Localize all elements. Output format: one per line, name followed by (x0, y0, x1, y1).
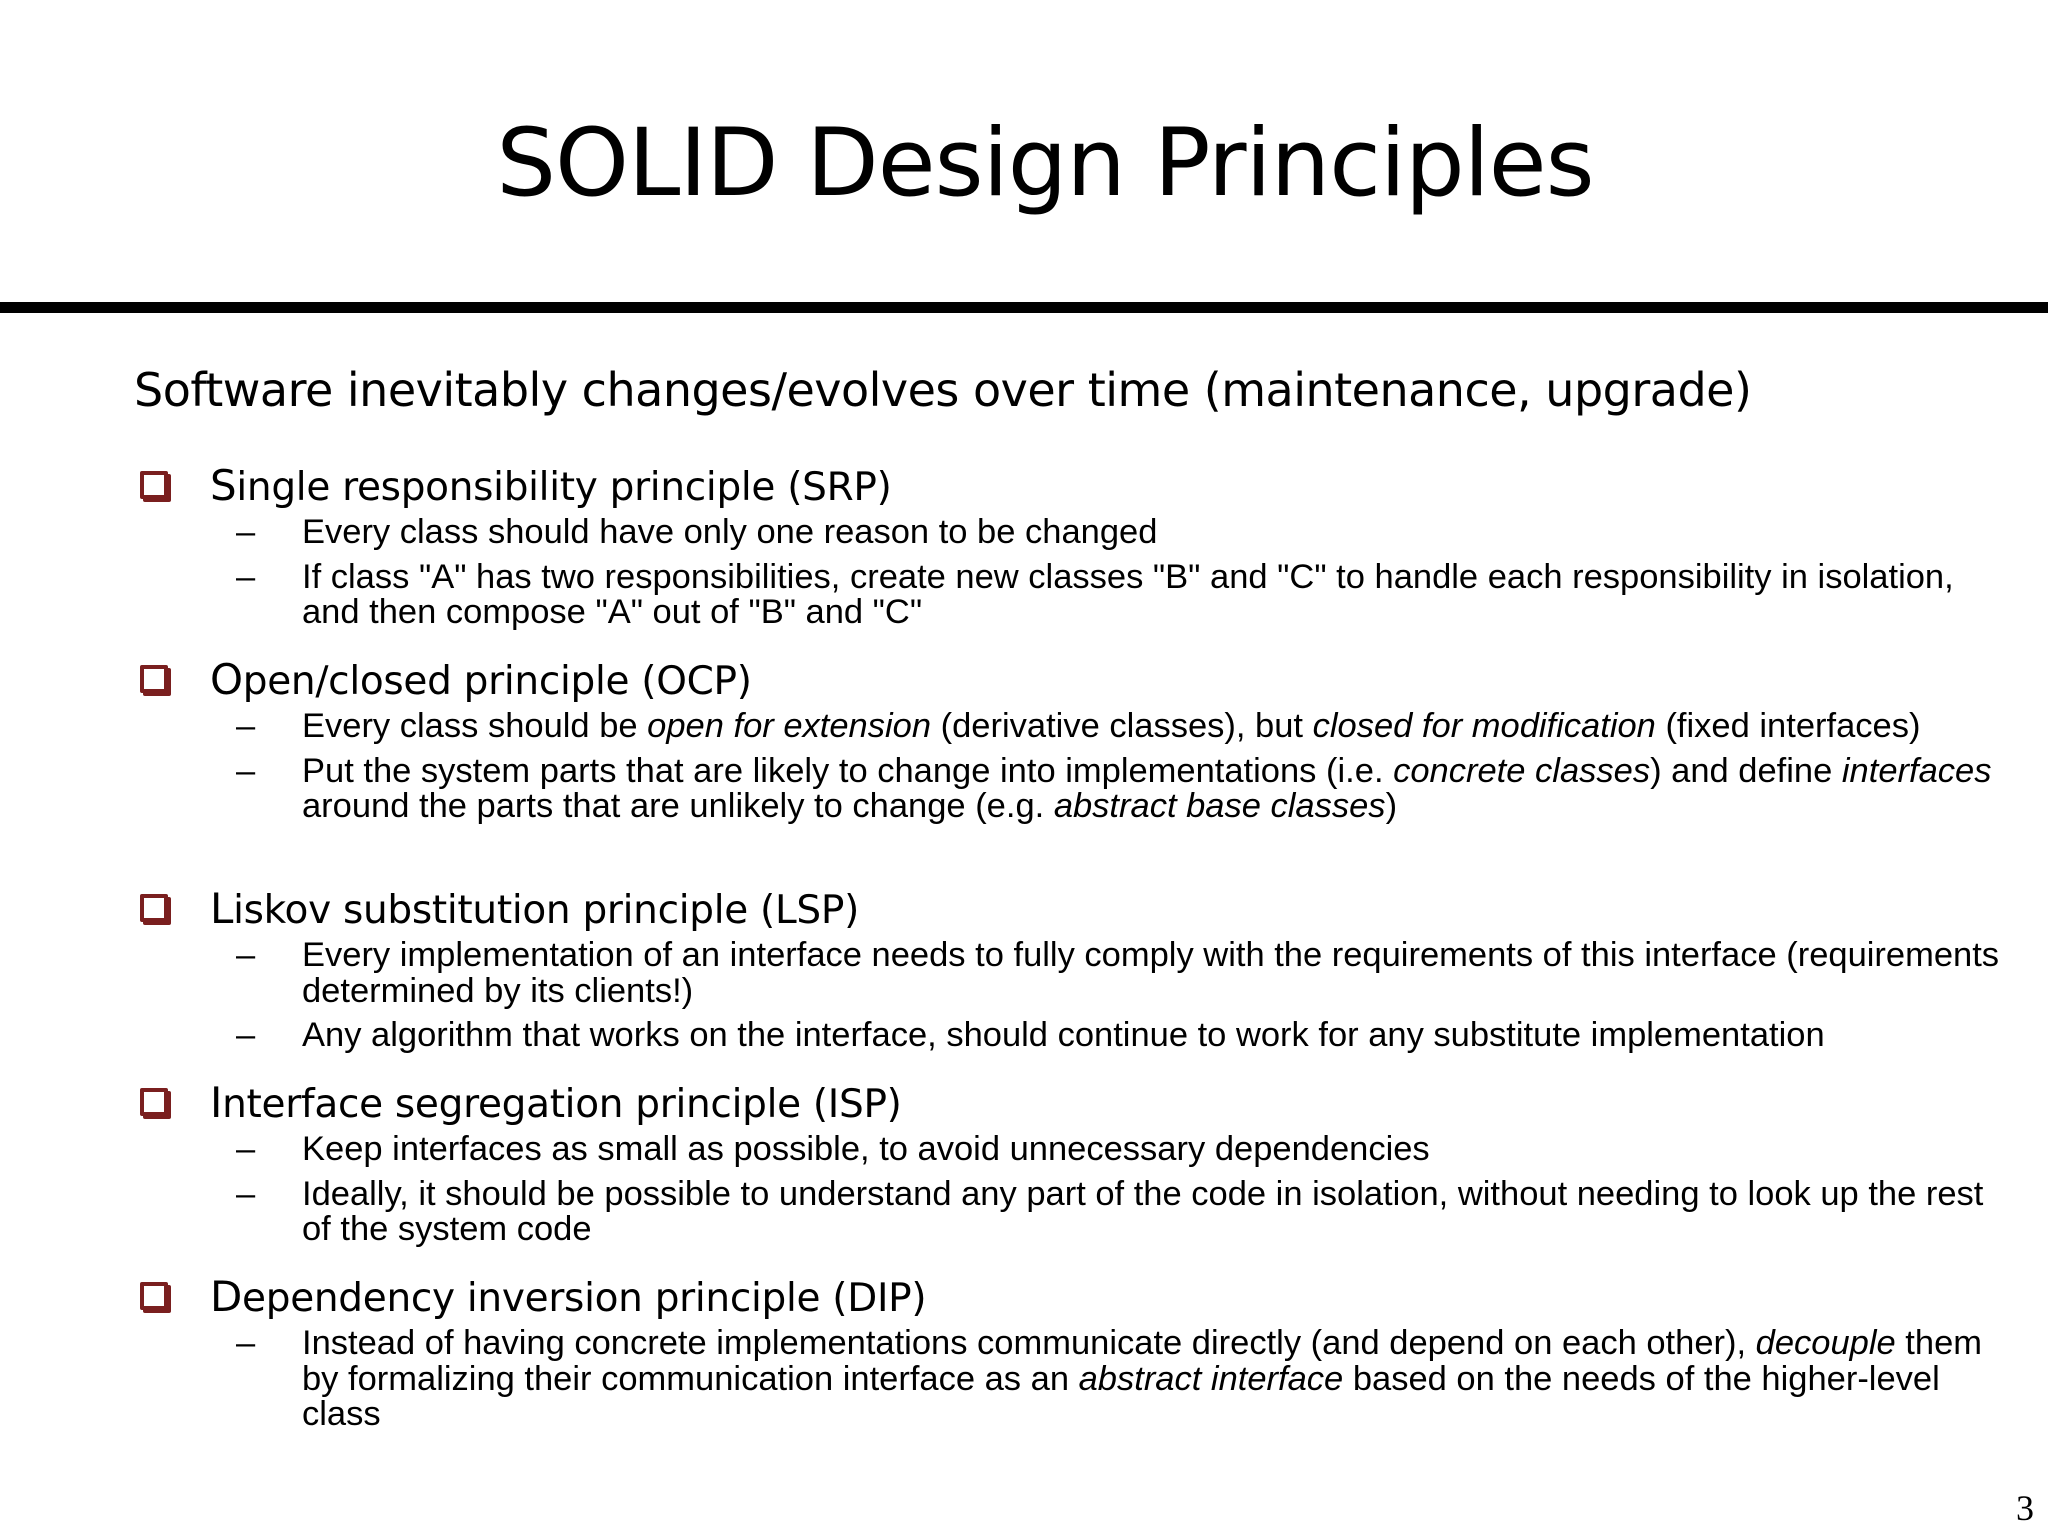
principle-title-srp (210, 461, 892, 513)
principle-heading (140, 461, 2020, 511)
title-divider (0, 302, 2048, 313)
checkbox-bullet-icon (140, 1282, 168, 1310)
principle-initial: S (210, 461, 237, 510)
emphasized-term: open for extension (647, 707, 932, 745)
principle-initial: O (210, 655, 243, 704)
principle-initial: D (210, 1272, 243, 1321)
dash-bullet-icon: – (236, 1324, 256, 1362)
principle-title-dip (210, 1272, 926, 1324)
emphasized-term: abstract base classes (1053, 787, 1386, 825)
principle-lsp (140, 884, 2020, 1054)
principle-isp (140, 1078, 2020, 1248)
sub-item-text: Instead of having concrete implementations communicate directly (and depend on each other), (302, 1324, 1756, 1362)
dash-bullet-icon: – (236, 557, 256, 596)
dash-bullet-icon: – (236, 707, 256, 745)
principle-name: iskov substitution principle (LSP) (233, 888, 859, 933)
lead-text: Software inevitably changes/evolves over time (maintenance, upgrade) (134, 363, 1752, 417)
sub-item (140, 938, 2020, 1009)
principle-heading (140, 1078, 2020, 1128)
checkbox-bullet-icon (140, 1088, 168, 1116)
sub-item (140, 557, 2020, 631)
principle-name: ingle responsibility principle (SRP) (236, 465, 892, 510)
emphasized-term: abstract interface (1078, 1359, 1344, 1398)
principle-heading (140, 884, 2020, 934)
principle-name: ependency inversion principle (DIP) (242, 1276, 927, 1321)
sub-item (140, 709, 2020, 745)
sub-item-text: (fixed interfaces) (1655, 707, 1921, 745)
sub-item-list (140, 1132, 2020, 1248)
sub-item-text: Every implementation of an interface needs to fully comply with the requirements of this interface (requirements determined by its clients!) (302, 936, 2000, 1010)
dash-bullet-icon: – (236, 751, 256, 790)
principle-heading (140, 1272, 2020, 1322)
principle-name: pen/closed principle (OCP) (242, 659, 752, 704)
sub-item-text: If class "A" has two responsibilities, create new classes "B" and "C" to handle each responsibility in isolation, and then compose "A" out of "B" and "C" (302, 557, 1954, 631)
sub-item (140, 515, 2020, 551)
principle-title-lsp (210, 884, 859, 936)
principle-title-ocp (210, 655, 752, 707)
emphasized-term: interfaces (1841, 751, 1992, 790)
sub-item-list (140, 938, 2020, 1054)
emphasized-term: concrete classes (1393, 751, 1651, 790)
sub-item-text: Keep interfaces as small as possible, to avoid unnecessary dependencies (302, 1130, 1430, 1168)
sub-item-list (140, 709, 2020, 825)
dash-bullet-icon: – (236, 1130, 256, 1168)
principle-dip (140, 1272, 2020, 1433)
page-number: 3 (2016, 1488, 2034, 1528)
checkbox-bullet-icon (140, 894, 168, 922)
sub-item-text: around the parts that are unlikely to change (e.g. (302, 787, 1054, 825)
checkbox-bullet-icon (140, 471, 168, 499)
sub-item-list (140, 1326, 2020, 1433)
sub-item (140, 1174, 2020, 1248)
sub-item-text: Ideally, it should be possible to understand any part of the code in isolation, without needing to look up the rest of the system code (302, 1174, 1984, 1248)
dash-bullet-icon: – (236, 1174, 256, 1213)
principle-title-isp (210, 1078, 902, 1130)
emphasized-term: decouple (1755, 1324, 1896, 1362)
dash-bullet-icon: – (236, 1016, 256, 1054)
sub-item (140, 1132, 2020, 1168)
principle-srp (140, 461, 2020, 631)
principle-initial: L (210, 884, 234, 933)
sub-item-text: them by formalizing their communication interface as an (302, 1324, 1983, 1398)
sub-item-text: based on the needs of the higher-level class (302, 1359, 1940, 1433)
dash-bullet-icon: – (236, 936, 256, 974)
sub-item-text: ) and define (1650, 751, 1842, 790)
slide-title: SOLID Design Principles (496, 109, 1594, 218)
sub-item-text: (derivative classes), but (931, 707, 1313, 745)
principle-ocp (140, 655, 2020, 825)
sub-item-text: ) (1385, 787, 1398, 825)
sub-item-text: Every class should have only one reason to be changed (302, 513, 1158, 551)
principle-initial: I (210, 1078, 223, 1127)
principle-heading (140, 655, 2020, 705)
sub-item-text: Every class should be (302, 707, 648, 745)
sub-item-text: Any algorithm that works on the interface, should continue to work for any substitute implementation (302, 1016, 1825, 1054)
sub-item (140, 1326, 2020, 1433)
emphasized-term: closed for modification (1312, 707, 1656, 745)
principle-name: nterface segregation principle (ISP) (222, 1082, 902, 1127)
sub-item-list (140, 515, 2020, 631)
sub-item (140, 1018, 2020, 1054)
checkbox-bullet-icon (140, 665, 168, 693)
dash-bullet-icon: – (236, 513, 256, 551)
sub-item (140, 751, 2020, 825)
sub-item-text: Put the system parts that are likely to change into implementations (i.e. (302, 751, 1394, 790)
